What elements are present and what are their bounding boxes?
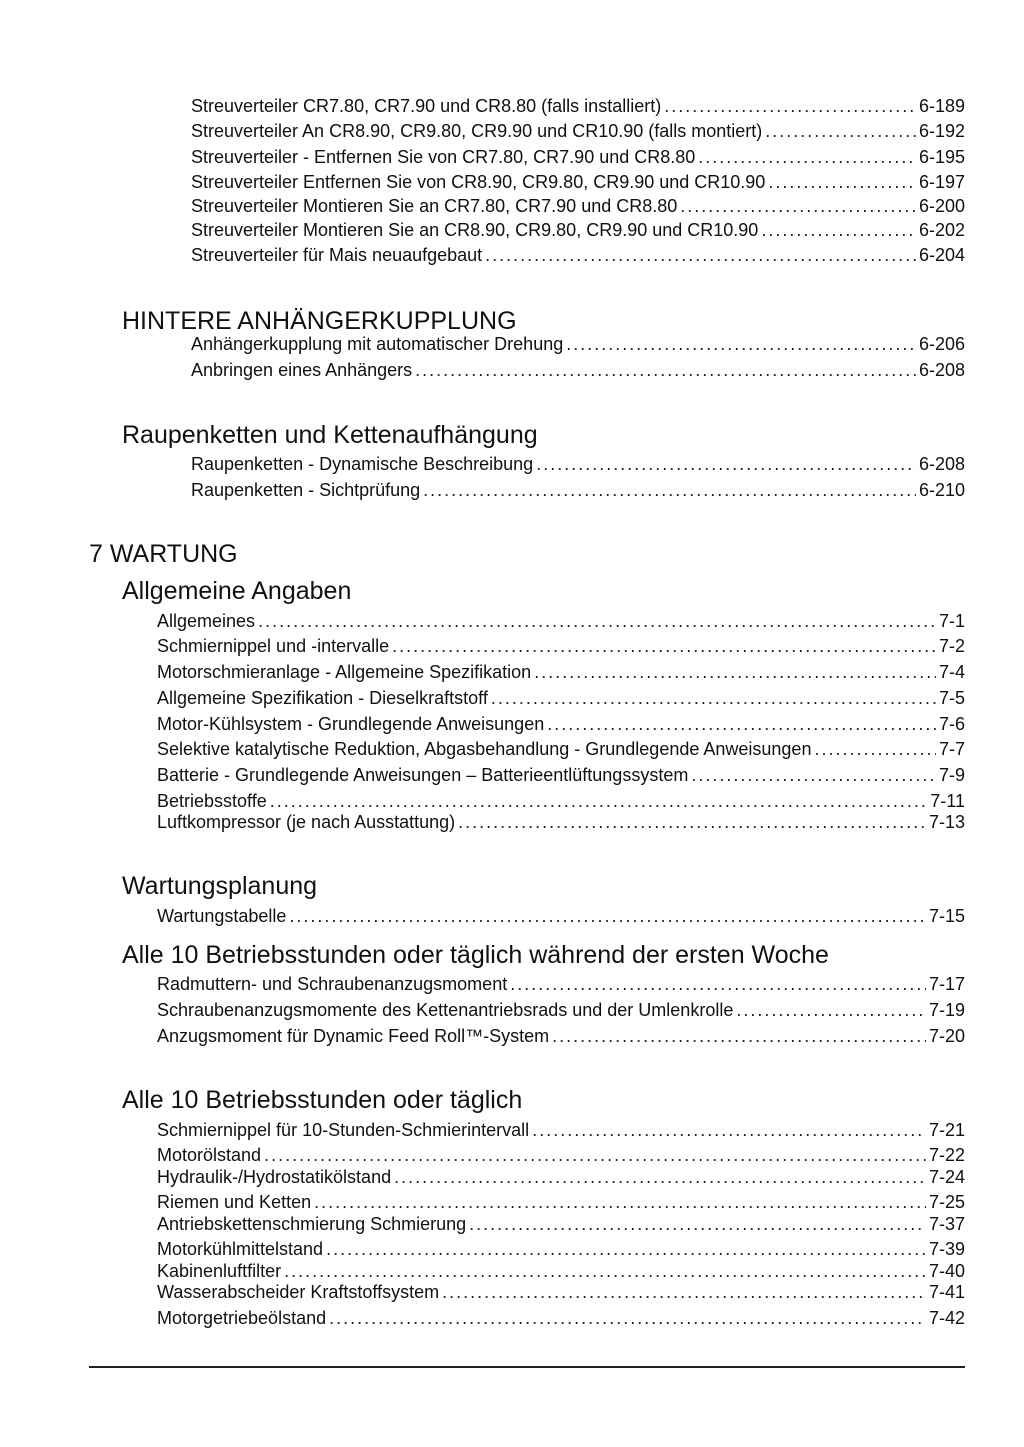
- toc-dot-leader: [552, 1024, 926, 1048]
- toc-entry-page: 7-42: [928, 1308, 965, 1328]
- toc-entry-title: Motorölstand: [157, 1145, 262, 1165]
- toc-dot-leader: [761, 218, 916, 242]
- toc-entry-title: Anzugsmoment für Dynamic Feed Roll™-System: [157, 1026, 550, 1046]
- toc-dot-leader: [680, 194, 916, 218]
- toc-entry-title: Anbringen eines Anhängers: [191, 360, 413, 380]
- toc-dot-leader: [532, 1118, 926, 1142]
- toc-entry-page: 7-37: [928, 1214, 965, 1234]
- toc-entry-page: 7-17: [928, 974, 965, 994]
- toc-entry-page: 6-192: [918, 121, 965, 141]
- toc-entry-page: 6-200: [918, 196, 965, 216]
- toc-entry-page: 6-202: [918, 220, 965, 240]
- toc-dot-leader: [485, 243, 916, 267]
- toc-entry-page: 7-13: [928, 812, 965, 832]
- toc-entry-title: Schraubenanzugsmomente des Kettenantriebsrads und der Umlenkrolle: [157, 1000, 734, 1020]
- toc-dot-leader: [458, 810, 926, 834]
- toc-dot-leader: [423, 478, 916, 502]
- toc-entry-title: Streuverteiler Montieren Sie an CR8.90, CR9.80, CR9.90 und CR10.90: [191, 220, 759, 240]
- toc-entry[interactable]: [157, 1237, 965, 1261]
- toc-entry-page: 7-41: [928, 1282, 965, 1302]
- toc-entry-title: Schmiernippel für 10-Stunden-Schmierintervall: [157, 1120, 530, 1140]
- toc-dot-leader: [768, 170, 916, 194]
- toc-entry[interactable]: [157, 1190, 965, 1214]
- toc-entry-page: 6-204: [918, 245, 965, 265]
- toc-entry-page: 6-197: [918, 172, 965, 192]
- toc-dot-leader: [547, 712, 936, 736]
- toc-entry-title: Kabinenluftfilter: [157, 1261, 282, 1281]
- toc-entry[interactable]: [157, 1118, 965, 1142]
- toc-entry-title: Streuverteiler An CR8.90, CR9.80, CR9.90 und CR10.90 (falls montiert): [191, 121, 763, 141]
- toc-entry-title: Raupenketten - Sichtprüfung: [191, 480, 421, 500]
- section-heading: Allgemeine Angaben: [122, 577, 352, 605]
- toc-entry[interactable]: [157, 1212, 965, 1236]
- toc-entry-title: Streuverteiler - Entfernen Sie von CR7.80, CR7.90 und CR8.80: [191, 147, 696, 167]
- toc-entry-title: Raupenketten - Dynamische Beschreibung: [191, 454, 534, 474]
- toc-dot-leader: [765, 119, 916, 143]
- toc-entry-page: 7-39: [928, 1239, 965, 1259]
- toc-entry-page: 7-21: [928, 1120, 965, 1140]
- toc-entry[interactable]: [157, 1306, 965, 1330]
- footer-rule: [89, 1366, 965, 1368]
- toc-entry-page: 6-208: [918, 454, 965, 474]
- toc-dot-leader: [698, 145, 916, 169]
- toc-entry-page: 7-4: [938, 662, 965, 682]
- toc-entry[interactable]: [157, 712, 965, 736]
- toc-entry-title: Radmuttern- und Schraubenanzugsmoment: [157, 974, 508, 994]
- toc-entry-page: 7-20: [928, 1026, 965, 1046]
- toc-entry-page: 7-40: [928, 1261, 965, 1281]
- toc-entry-page: 7-2: [938, 636, 965, 656]
- toc-entry[interactable]: [191, 243, 965, 267]
- section-heading: Raupenketten und Kettenaufhängung: [122, 421, 538, 449]
- toc-dot-leader: [258, 609, 936, 633]
- toc-entry-page: 6-210: [918, 480, 965, 500]
- toc-entry-title: Batterie - Grundlegende Anweisungen – Batterieentlüftungssystem: [157, 765, 689, 785]
- toc-entry-title: Betriebsstoffe: [157, 791, 267, 811]
- toc-entry-page: 7-15: [928, 906, 965, 926]
- toc-entry[interactable]: [157, 1165, 965, 1189]
- toc-entry-title: Streuverteiler Montieren Sie an CR7.80, CR7.90 und CR8.80: [191, 196, 678, 216]
- section-heading: Alle 10 Betriebsstunden oder täglich: [122, 1086, 523, 1114]
- toc-entry[interactable]: [157, 904, 965, 928]
- toc-dot-leader: [736, 998, 926, 1022]
- toc-entry-title: Allgemeines: [157, 611, 256, 631]
- toc-entry-title: Motorgetriebeölstand: [157, 1308, 327, 1328]
- toc-entry-title: Luftkompressor (je nach Ausstattung): [157, 812, 456, 832]
- toc-dot-leader: [491, 686, 936, 710]
- toc-entry-title: Hydraulik-/Hydrostatikölstand: [157, 1167, 392, 1187]
- toc-dot-leader: [289, 904, 926, 928]
- section-heading: Wartungsplanung: [122, 872, 318, 900]
- toc-entry-title: Allgemeine Spezifikation - Dieselkraftstoff: [157, 688, 488, 708]
- toc-entry[interactable]: [157, 737, 965, 761]
- toc-entry[interactable]: [191, 218, 965, 242]
- toc-entry[interactable]: [157, 998, 965, 1022]
- toc-dot-leader: [536, 452, 916, 476]
- toc-entry-page: 7-19: [928, 1000, 965, 1020]
- toc-entry[interactable]: [191, 145, 965, 169]
- toc-entry-page: 6-195: [918, 147, 965, 167]
- toc-entry[interactable]: [157, 1280, 965, 1304]
- section-heading: HINTERE ANHÄNGERKUPPLUNG: [122, 307, 517, 335]
- toc-entry-page: 7-5: [938, 688, 965, 708]
- toc-entry-title: Motor-Kühlsystem - Grundlegende Anweisungen: [157, 714, 545, 734]
- toc-dot-leader: [415, 358, 916, 382]
- toc-entry[interactable]: [191, 119, 965, 143]
- toc-entry[interactable]: [157, 1024, 965, 1048]
- toc-entry[interactable]: [191, 194, 965, 218]
- toc-entry-title: Wartungstabelle: [157, 906, 287, 926]
- toc-dot-leader: [329, 1306, 926, 1330]
- toc-entry-page: 7-1: [938, 611, 965, 631]
- chapter-title: 7 WARTUNG: [89, 540, 238, 568]
- toc-entry[interactable]: [191, 358, 965, 382]
- toc-dot-leader: [664, 94, 916, 118]
- toc-entry-title: Anhängerkupplung mit automatischer Drehung: [191, 334, 564, 354]
- toc-entry-title: Motorkühlmittelstand: [157, 1239, 324, 1259]
- toc-entry[interactable]: [157, 972, 965, 996]
- toc-dot-leader: [814, 737, 936, 761]
- toc-entry-page: 7-25: [928, 1192, 965, 1212]
- toc-entry-page: 7-22: [928, 1145, 965, 1165]
- section-heading: Alle 10 Betriebsstunden oder täglich während der ersten Woche: [122, 941, 829, 969]
- toc-dot-leader: [392, 634, 936, 658]
- toc-entry-page: 7-9: [938, 765, 965, 785]
- toc-entry[interactable]: [191, 94, 965, 118]
- toc-entry[interactable]: [157, 609, 965, 633]
- toc-entry[interactable]: [191, 332, 965, 356]
- toc-entry[interactable]: [157, 1143, 965, 1167]
- toc-entry-page: 6-206: [918, 334, 965, 354]
- toc-entry-page: 6-208: [918, 360, 965, 380]
- toc-entry[interactable]: [157, 660, 965, 684]
- toc-entry-title: Wasserabscheider Kraftstoffsystem: [157, 1282, 440, 1302]
- toc-dot-leader: [264, 1143, 926, 1167]
- toc-entry[interactable]: [191, 478, 965, 502]
- toc-entry-page: 7-24: [928, 1167, 965, 1187]
- toc-entry-title: Antriebskettenschmierung Schmierung: [157, 1214, 467, 1234]
- toc-dot-leader: [326, 1237, 926, 1261]
- toc-entry-title: Selektive katalytische Reduktion, Abgasbehandlung - Grundlegende Anweisungen: [157, 739, 812, 759]
- toc-entry[interactable]: [191, 170, 965, 194]
- toc-entry-title: Riemen und Ketten: [157, 1192, 312, 1212]
- toc-entry-title: Motorschmieranlage - Allgemeine Spezifikation: [157, 662, 532, 682]
- toc-entry-title: Streuverteiler CR7.80, CR7.90 und CR8.80 (falls installiert): [191, 96, 662, 116]
- toc-dot-leader: [394, 1165, 926, 1189]
- toc-dot-leader: [469, 1212, 926, 1236]
- toc-entry-page: 6-189: [918, 96, 965, 116]
- toc-dot-leader: [442, 1280, 926, 1304]
- toc-dot-leader: [314, 1190, 926, 1214]
- toc-dot-leader: [566, 332, 916, 356]
- toc-entry[interactable]: [157, 686, 965, 710]
- toc-entry[interactable]: [157, 763, 965, 787]
- toc-entry[interactable]: [191, 452, 965, 476]
- toc-entry-title: Streuverteiler für Mais neuaufgebaut: [191, 245, 483, 265]
- toc-entry-page: 7-7: [938, 739, 965, 759]
- toc-entry-title: Streuverteiler Entfernen Sie von CR8.90, CR9.80, CR9.90 und CR10.90: [191, 172, 766, 192]
- toc-entry-page: 7-6: [938, 714, 965, 734]
- toc-entry-title: Schmiernippel und -intervalle: [157, 636, 390, 656]
- toc-entry-page: 7-11: [930, 791, 965, 811]
- toc-dot-leader: [691, 763, 936, 787]
- toc-dot-leader: [534, 660, 936, 684]
- toc-entry[interactable]: [157, 810, 965, 834]
- toc-dot-leader: [510, 972, 926, 996]
- toc-entry[interactable]: [157, 634, 965, 658]
